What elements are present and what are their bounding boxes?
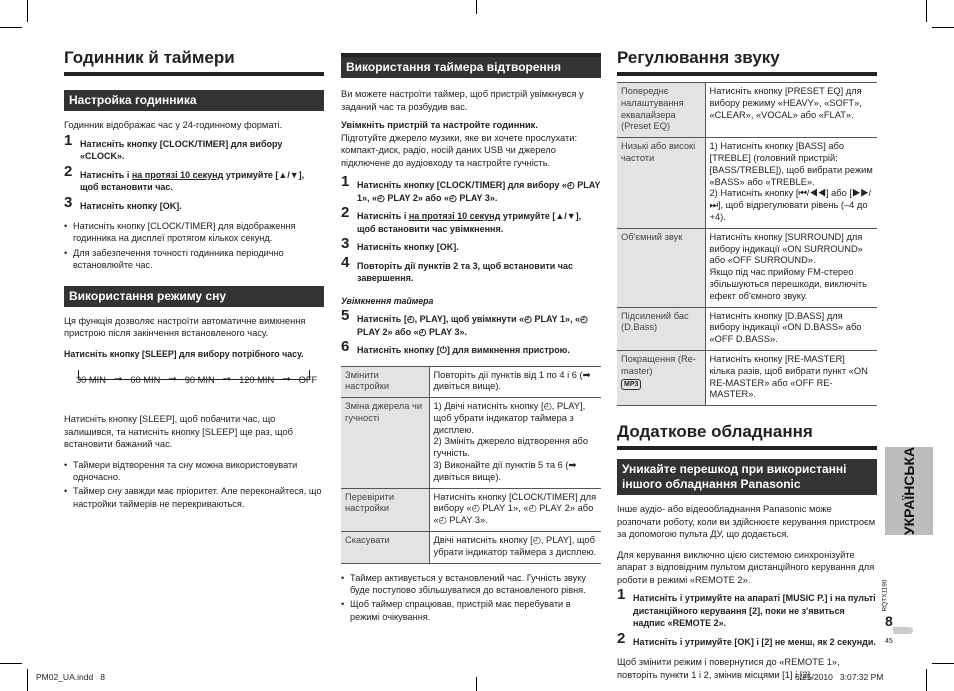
clock-step-2: 2 Натисніть і на протязі 10 секунд утримуйте [▲/▼], щоб встановити час. xyxy=(64,162,305,192)
clock-timers-column xyxy=(64,48,324,512)
sleep-option: 90 MIN xyxy=(184,374,215,385)
remote-step-2: 2 Натисніть і утримуйте [OK] і [2] не менш, як 2 секунди. xyxy=(617,629,876,647)
clock-setting-heading: Настройка годинника xyxy=(64,90,324,111)
play-step-1: 1 Натисніть кнопку [CLOCK/TIMER] для вибору «◴ PLAY 1», «◴ PLAY 2» або «◴ PLAY 3». xyxy=(341,173,601,203)
table-row: Покращення (Re-master) MP3 Натисніть кнопку [RE-MASTER] кілька разів, щоб вибрати пункт «ON RE-MASTER» або «OFF RE-MASTER». xyxy=(617,350,877,405)
clock-note: • Натисніть кнопку [CLOCK/TIMER] для відображення годинника на дисплеї протягом кількох секунд. xyxy=(64,220,324,245)
language-tab xyxy=(885,447,933,535)
crop-mark xyxy=(27,0,28,22)
play-step-5: 5 Натисніть [◴, PLAY], щоб увімкнути «◴ PLAY 1», «◴ PLAY 2» або «◴ PLAY 3». xyxy=(341,307,588,337)
section-title-sound: Регулювання звуку xyxy=(617,48,877,76)
play-timer-table xyxy=(341,366,601,564)
sleep-option: 120 MIN xyxy=(239,374,275,385)
crop-mark xyxy=(926,0,927,22)
arrow-right-icon: ➞ xyxy=(222,374,232,386)
crop-mark xyxy=(476,677,477,691)
crop-mark xyxy=(476,0,477,14)
timer-on-subhead: Увімкнення таймера xyxy=(341,295,434,306)
table-row: Об'ємний звук Натисніть кнопку [SURROUND] для вибору індикації «ON SURROUND» або «OFF SURROUND». Якщо під час прийому FM-стерео збільшуються перешкоди, виключіть ефект об'ємного звуку. xyxy=(617,228,877,307)
crop-mark xyxy=(0,663,22,664)
sound-table xyxy=(617,82,877,406)
page-tab-shape xyxy=(893,627,913,634)
section-title-equipment: Додаткове обладнання xyxy=(617,422,877,450)
interference-heading: Уникайте перешкод при використанні іншого обладнання Panasonic xyxy=(617,459,877,495)
sleep-notes xyxy=(64,459,324,511)
clock-step-3: 3 Натисніть кнопку [OK]. xyxy=(64,193,182,211)
play-step-3: 3 Натисніть кнопку [OK]. xyxy=(341,235,459,252)
play-note: • Щоб таймер спрацював, пристрій має перебувати в режимі очікування. xyxy=(341,598,601,623)
table-row: Попереднє налаштування еквалайзера (Preset EQ) Натисніть кнопку [PRESET EQ] для вибору режиму «HEAVY», «SOFT», «CLEAR», «VOCAL» або «FLAT». xyxy=(617,83,877,138)
crop-mark xyxy=(932,27,954,28)
play-step-4: 4 Повторіть дії пунктів 2 та 3, щоб встановити час завершення. xyxy=(341,253,574,283)
play-timer-prep: Увімкніть пристрій та настройте годинник. Підготуйте джерело музики, яке ви хочете прослухати: компакт-диск, радіо, носій даних USB чи джерело підключене до аудіовходу та настройте гучність. xyxy=(341,120,578,168)
crop-mark xyxy=(0,27,22,28)
table-row: Зміна джерела чи гучності 1) Двічі натисніть кнопку [◴, PLAY], щоб убрати індикатор таймера з дисплею. 2) Змініть джерело відтворення або гучність. 3) Виконайте дії пунктів 5 та 6 (➡ дивіться вище). xyxy=(341,398,601,489)
play-timer-column xyxy=(341,53,601,625)
table-row: Підсилений бас (D.Bass) Натисніть кнопку [D.BASS] для вибору індикації «ON D.BASS» або «OFF D.BASS». xyxy=(617,307,877,350)
play-timer-intro: Ви можете настроїти таймер, щоб пристрій увімкнувся у заданий час та розбудив вас. xyxy=(341,89,584,112)
page-number: 8 xyxy=(885,613,893,629)
sleep-option: 60 MIN xyxy=(130,374,161,385)
remote-step-1: 1 Натисніть і утримуйте на апараті [MUSIC P.] і на пульті дистанційного керування [2], поки не з'явиться надпис «REMOTE 2». xyxy=(617,586,876,629)
language-tab-label: УКРАЇНСЬКА xyxy=(901,446,917,536)
play-timer-heading: Використання таймера відтворення xyxy=(341,53,601,78)
play-step-6: 6 Натисніть кнопку [⏻] для вимкнення пристрою. xyxy=(341,338,570,355)
equipment-p2: Для керування виключно цією системою синхронізуйте апарат з відповідним пультом дистанційного керування для роботи в режимі «REMOTE 2». xyxy=(617,549,875,585)
page-number-small: 45 xyxy=(885,638,893,645)
footer-file: PM02_UA.indd 8 xyxy=(36,672,105,682)
sleep-note: • Таймери відтворення та сну можна використовувати одночасно. xyxy=(64,459,324,484)
sleep-after: Натисніть кнопку [SLEEP], щоб побачити час, що залишився, та натисніть кнопку [SLEEP] ще раз, щоб встановити бажаний час. xyxy=(64,414,293,450)
sound-column xyxy=(617,48,877,681)
doc-code: RQTX1190 xyxy=(881,578,889,612)
arrow-right-icon: ➞ xyxy=(168,374,177,386)
clock-note: • Для забезпечення точності годинника періодично встановлюйте час. xyxy=(64,247,324,272)
crop-mark xyxy=(932,663,954,664)
sleep-note: • Таймер сну завжди має пріоритет. Але переконайтеся, що настройки таймерів не перекриваються. xyxy=(64,485,324,510)
crop-mark xyxy=(27,669,28,691)
footer-date: 6/25/2010 3:07:32 PM xyxy=(795,672,884,682)
play-note: • Таймер активується у встановлений час. Гучність звуку буде поступово збільшуватися до встановленого рівня. xyxy=(341,572,601,597)
crop-mark xyxy=(926,669,927,691)
table-row: Перевірити настройки Натисніть кнопку [CLOCK/TIMER] для вибору «◴ PLAY 1», «◴ PLAY 2» або «◴ PLAY 3». xyxy=(341,488,601,531)
arrow-right-icon: ➞ xyxy=(282,374,291,386)
table-row: Скасувати Двічі натисніть кнопку [◴, PLAY], щоб убрати індикатор таймера з дисплею. xyxy=(341,532,601,564)
equipment-p3: Щоб змінити режим і повернутися до «REMOTE 1», повторіть пункти 1 і 2, змінив місцями [1] і [2]. xyxy=(617,657,840,680)
sleep-mode-heading: Використання режиму сну xyxy=(64,286,324,307)
play-step-2: 2 Натисніть і на протязі 10 секунд утримуйте [▲/▼], щоб встановити час увімкнення. xyxy=(341,204,582,234)
section-title-clock: Годинник й таймери xyxy=(64,48,324,76)
sleep-option: OFF xyxy=(298,374,318,385)
arrow-right-icon: ➞ xyxy=(113,374,123,386)
mp3-badge: MP3 xyxy=(621,379,641,390)
play-timer-notes xyxy=(341,572,601,624)
clock-notes xyxy=(64,220,324,272)
equipment-p1: Інше аудіо- або відеообладнання Panasonic може розпочати роботу, коли ви здійснюєте керування пристроєм за допомогою пульта ДУ, що додається. xyxy=(617,504,876,540)
sleep-instruction: Натисніть кнопку [SLEEP] для вибору потрібного часу. xyxy=(64,348,304,359)
clock-step-1: 1 Натисніть кнопку [CLOCK/TIMER] для вибору «CLOCK». xyxy=(64,131,283,161)
sleep-intro: Ця функція дозволяє настроїти автоматичне вимкнення пристрою після закінчення встановленого часу. xyxy=(64,315,306,339)
sleep-option: 30 MIN xyxy=(76,374,106,385)
table-row: Низькі або високі частоти 1) Натисніть кнопку [BASS] або [TREBLE] (головний пристрій: [BASS/TREBLE]), щоб вибрати режим «BASS» або «TREBLE». 2) Натисніть кнопку [⏮/◀◀] або [▶▶/⏭], щоб відрегулювати рівень (–4 до +4). xyxy=(617,138,877,229)
sequence-return-line xyxy=(78,370,310,380)
table-row: Змінити настройки Повторіть дії пунктів від 1 по 4 і 6 (➡ дивіться вище). xyxy=(341,366,601,398)
clock-intro: Годинник відображає час у 24-годинному форматі. xyxy=(64,120,283,130)
